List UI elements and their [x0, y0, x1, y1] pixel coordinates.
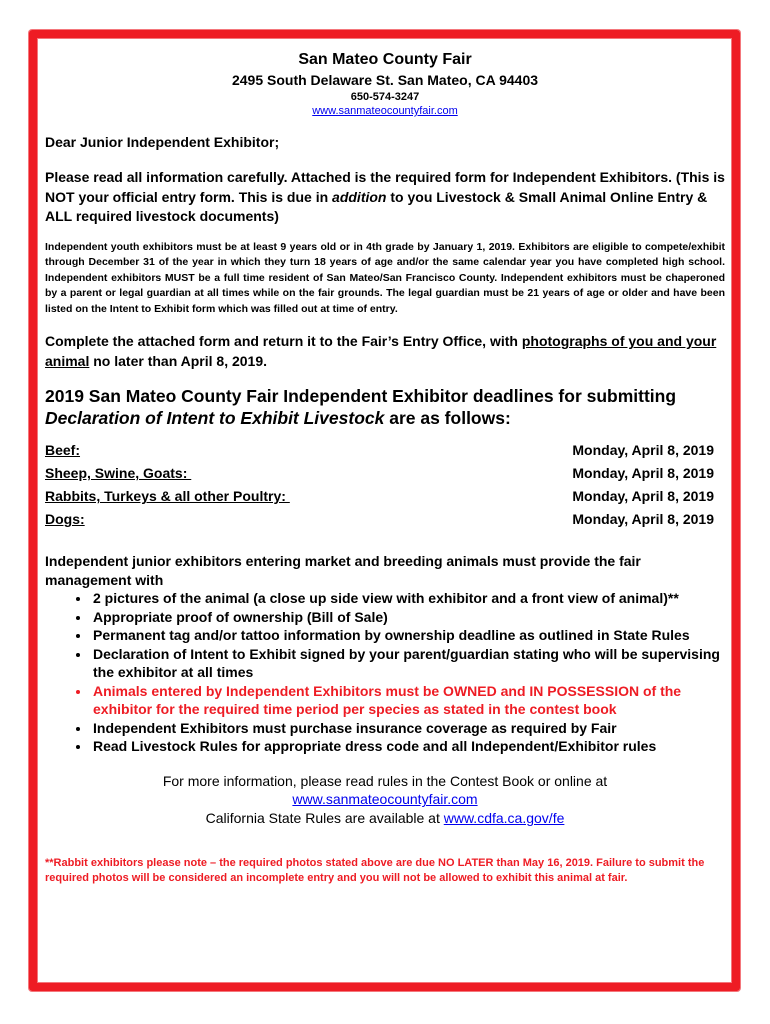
deadline-row [45, 485, 725, 508]
greeting: Dear Junior Independent Exhibitor; [45, 134, 280, 150]
list-item: • Declaration of Intent to Exhibit signed by your parent/guardian stating who will be supervising the exhibitor at all times [91, 645, 725, 682]
list-item: • Permanent tag and/or tattoo information by ownership deadline as outlined in State Rules [91, 626, 725, 645]
list-item-warning: • Animals entered by Independent Exhibitors must be OWNED and IN POSSESSION of the exhibitor for the required time period per species as stated in the contest book [91, 682, 725, 719]
return-instructions: Complete the attached form and return it to the Fair’s Entry Office, with photographs of you and your animal no later than April 8, 2019. [45, 333, 717, 369]
fair-title: San Mateo County Fair [298, 51, 472, 68]
list-item: • Independent Exhibitors must purchase insurance coverage as required by Fair [91, 719, 725, 738]
intro-paragraph: Please read all information carefully. Attached is the required form for Independent Exhibitors. (This is NOT your official entry form. This is due in addition to you Livestock & Small Animal Online Entry & ALL required livestock documents) [45, 169, 725, 224]
requirements-intro: Independent junior exhibitors entering market and breeding animals must provide the fair management with [45, 553, 641, 588]
letterhead [45, 50, 725, 118]
more-info [45, 772, 725, 828]
deadline-date: Monday, April 8, 2019 [572, 465, 714, 482]
deadline-category: Dogs: [45, 511, 85, 528]
state-rules: California State Rules are available at www.cdfa.ca.gov/fe [205, 809, 565, 826]
website-link[interactable]: www.sanmateocountyfair.com [292, 791, 478, 808]
rabbit-note: **Rabbit exhibitors please note – the required photos stated above are due NO LATER than May 16, 2019. Failure to submit the required photos will be considered an incomplete entry and you will not be allowed to exhibit this animal at fair. [45, 857, 705, 885]
deadline-date: Monday, April 8, 2019 [572, 488, 714, 505]
fair-address: 2495 South Delaware St. San Mateo, CA 94403 [231, 72, 539, 88]
deadline-row [45, 508, 725, 531]
deadline-category: Sheep, Swine, Goats: [45, 465, 192, 482]
eligibility-paragraph: Independent youth exhibitors must be at least 9 years old or in 4th grade by January 1, 2019. Exhibitors are eligible to compete/exhibit through December 31 of the year in which they turn 18 years of age and/or the same calendar year you have completed high school. Independent exhibitors MUST be a full time resident of San Mateo/San Francisco County. Independent exhibitors must be chaperoned by a parent or legal guardian at all times while on the fair grounds. The legal guardian must be 21 years of age or older and have been listed on the Intent to Exhibit form which was filled out at time of entry. [45, 240, 725, 315]
deadline-category: Rabbits, Turkeys & all other Poultry: [45, 488, 290, 505]
deadline-date: Monday, April 8, 2019 [572, 442, 714, 459]
website-link[interactable]: www.sanmateocountyfair.com [312, 105, 458, 117]
deadline-row [45, 462, 725, 485]
list-item: • Read Livestock Rules for appropriate dress code and all Independent/Exhibitor rules [91, 737, 725, 756]
deadline-heading: 2019 San Mateo County Fair Independent Exhibitor deadlines for submitting Declaration of Intent to Exhibit Livestock are as follows: [45, 386, 677, 429]
fair-phone: 650-574-3247 [350, 91, 420, 103]
list-item: • Appropriate proof of ownership (Bill of Sale) [91, 608, 725, 627]
more-info-text: For more information, please read rules in the Contest Book or online at [162, 772, 608, 789]
document-page [45, 50, 725, 886]
deadline-category: Beef: [45, 442, 81, 459]
deadline-row [45, 439, 725, 462]
deadline-date: Monday, April 8, 2019 [572, 511, 714, 528]
cdfa-link[interactable]: www.cdfa.ca.gov/fe [443, 809, 565, 826]
deadline-list [45, 439, 725, 531]
list-item: • 2 pictures of the animal (a close up side view with exhibitor and a front view of animal)** [91, 589, 725, 608]
requirements-list [45, 589, 725, 756]
